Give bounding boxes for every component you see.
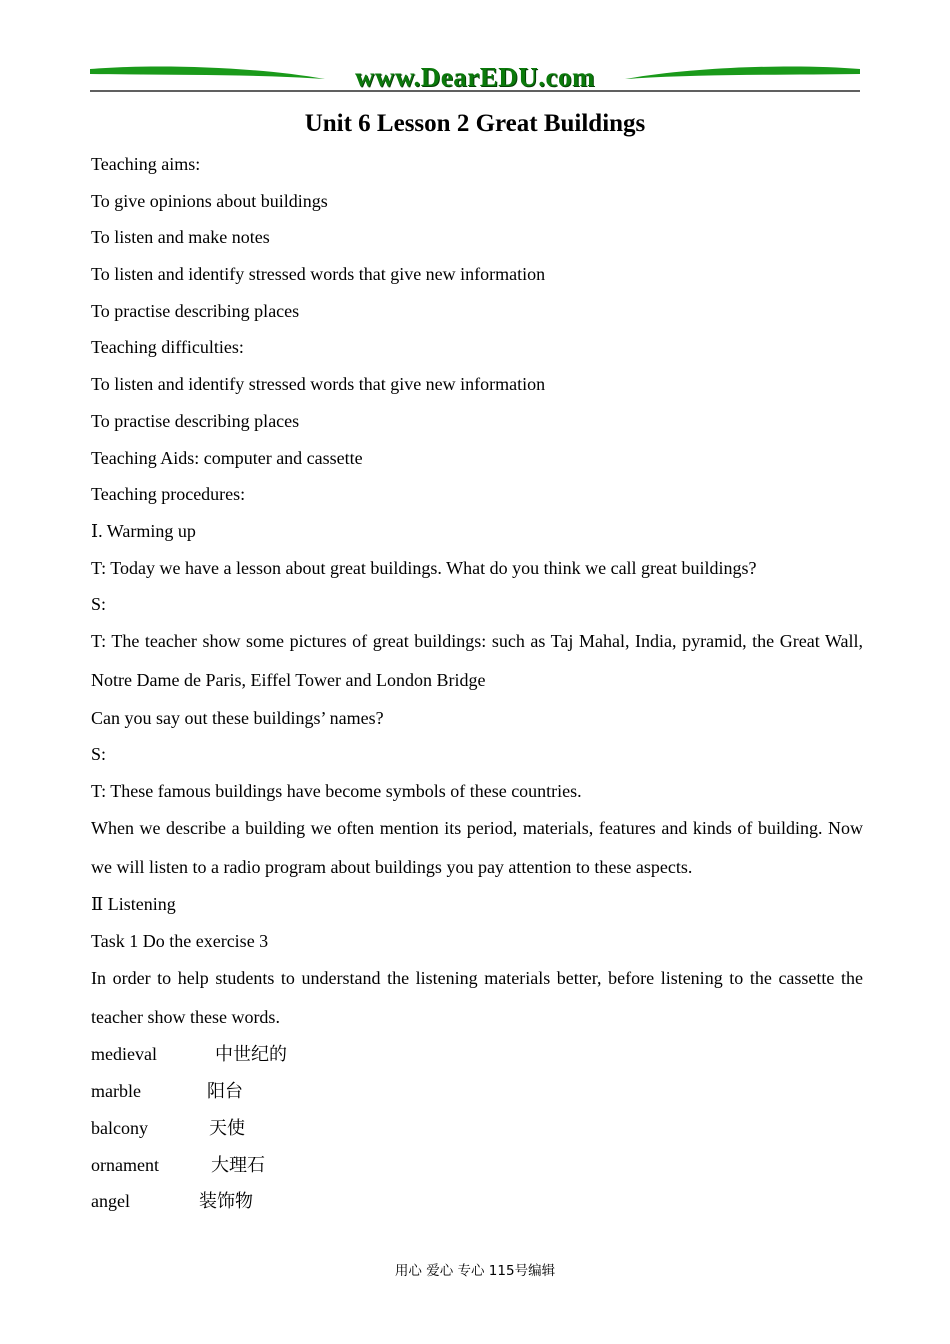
paragraph: S: — [91, 594, 107, 615]
vocab-row — [91, 1190, 863, 1212]
document-body — [91, 153, 863, 1227]
vocab-english: balcony — [91, 1117, 148, 1138]
paragraph: Teaching Aids: computer and cassette — [91, 447, 363, 468]
paragraph: T: The teacher show some pictures of great buildings: such as Taj Mahal, India, pyramid, the Great Wall, Notre Dame de Paris, Eiffel Tower and London Bridge — [91, 630, 863, 690]
paragraph: Teaching procedures: — [91, 484, 246, 505]
section-heading-warming-up: Ⅰ. Warming up — [91, 520, 196, 541]
site-url-logo: www.DearEDU.com — [355, 62, 595, 92]
site-header-banner — [90, 62, 860, 94]
paragraph: To listen and make notes — [91, 227, 270, 248]
vocab-chinese: 大理石 — [211, 1154, 265, 1175]
paragraph: In order to help students to understand the listening materials better, before listening to the cassette the teacher show these words. — [91, 967, 863, 1027]
vocab-chinese: 阳台 — [207, 1081, 243, 1102]
vocab-english: marble — [91, 1081, 141, 1102]
paragraph: T: These famous buildings have become symbols of these countries. — [91, 781, 582, 801]
paragraph: To practise describing places — [91, 410, 300, 431]
vocab-chinese: 中世纪的 — [215, 1044, 287, 1065]
vocab-row — [91, 1080, 863, 1102]
paragraph: Task 1 Do the exercise 3 — [91, 931, 269, 952]
vocab-row — [91, 1117, 863, 1139]
paragraph: To practise describing places — [91, 300, 300, 321]
vocab-english: angel — [91, 1191, 130, 1212]
paragraph: Can you say out these buildings’ names? — [91, 707, 384, 728]
paragraph: T: Today we have a lesson about great buildings. What do you think we call great buildings? — [91, 557, 757, 578]
vocab-english: medieval — [91, 1044, 157, 1065]
vocab-chinese: 天使 — [209, 1117, 245, 1138]
paragraph: Teaching difficulties: — [91, 337, 244, 358]
vocab-row — [91, 1154, 863, 1176]
paragraph: S: — [91, 744, 107, 765]
paragraph: To listen and identify stressed words that give new information — [91, 374, 546, 395]
section-heading-listening: Ⅱ Listening — [91, 894, 176, 915]
paragraph: To listen and identify stressed words that give new information — [91, 264, 546, 285]
vocab-english: ornament — [91, 1154, 159, 1175]
page-title: Unit 6 Lesson 2 Great Buildings — [304, 110, 646, 137]
vocab-chinese: 装饰物 — [199, 1191, 253, 1212]
paragraph: Teaching aims: — [91, 154, 201, 174]
vocab-row — [91, 1043, 863, 1065]
paragraph: To give opinions about buildings — [91, 190, 328, 211]
paragraph: When we describe a building we often mention its period, materials, features and kinds of building. Now we will listen to a radio program about buildings you pay attention to these aspects. — [91, 817, 863, 877]
page-footer: 用心 爱心 专心 115号编辑 — [394, 1263, 556, 1279]
